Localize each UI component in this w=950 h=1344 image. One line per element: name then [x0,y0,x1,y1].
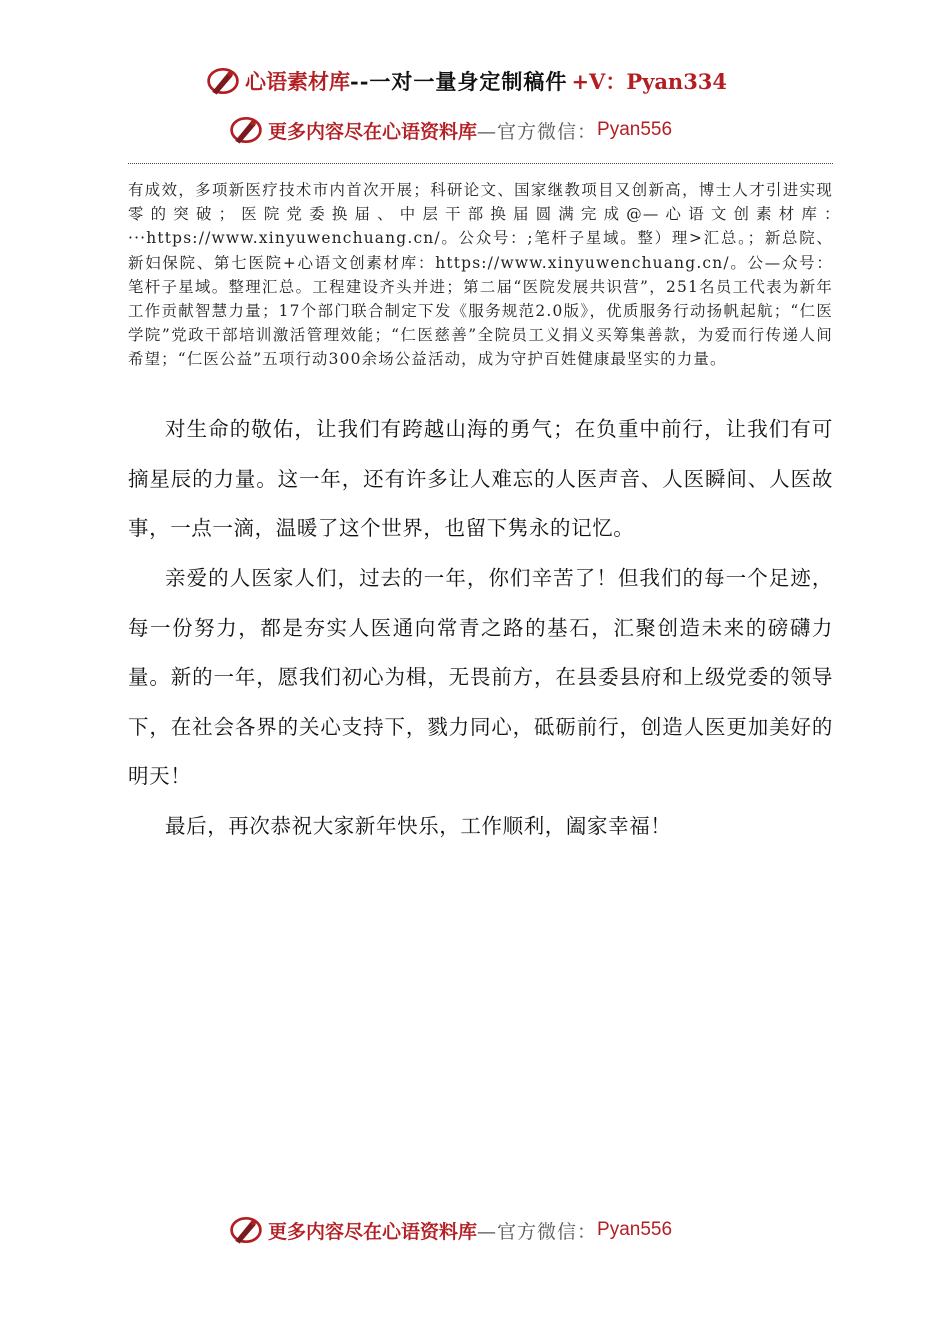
header-slogan: --一对一量身定制稿件 [350,69,568,94]
body-paragraph: 最后，再次恭祝大家新年快乐，工作顺利，阖家幸福！ [165,814,672,838]
footer-text: 更多内容尽在心语资料库 [268,1220,478,1243]
footer-label: —官方微信： [477,1220,598,1243]
footer-banner [228,1210,748,1250]
banner-wechat-id: Pyan556 [597,119,673,140]
small-paragraph: 有成效，多项新医疗技术市内首次开展；科研论文、国家继教项目又创新高，博士人才引进实现零的突破；医院党委换届、中层干部换届圆满完成@—心语文创素材库：···https://www.xinyuwenchuang.cn/。公众号：;笔杆子星域。整）理>汇总。；新总院、新妇保院、第七医院+心语文创素材库：https://www.xinyuwenchuang.cn/。公—众号：笔杆子星域。整理汇总。工程建设齐头并进；第二届“医院发展共识营”，251名员工代表为新年工作贡献智慧力量；17个部门联合制定下发《服务规范2.0版》，优质服务行动扬帆起航；“仁医学院”党政干部培训激活管理效能；“仁医慈善”全院员工义捐义买筹集善款，为爱而行传递人间希望；“仁医公益”五项行动300余场公益活动，成为守护百姓健康最坚实的力量。 [128,181,833,369]
header-title [205,62,765,100]
pen-logo-icon [228,1212,264,1248]
header-divider [128,163,833,164]
banner-text: 更多内容尽在心语资料库 [268,120,478,143]
body-paragraph: 亲爱的人医家人们，过去的一年，你们辛苦了！但我们的每一个足迹，每一份努力，都是夯实人医通向常青之路的基石，汇聚创造未来的磅礴力量。新的一年，愿我们初心为楫，无畏前方，在县委县府和上级党委的领导下，在社会各界的关心支持下，戮力同心，砥砺前行，创造人医更加美好的明天！ [128,566,833,788]
pen-logo-icon [205,63,241,99]
header-wechat: +V：Pyan334 [571,69,728,94]
footer-wechat-id: Pyan556 [597,1219,673,1240]
body-paragraph: 对生命的敬佑，让我们有跨越山海的勇气；在负重中前行，让我们有可摘星辰的力量。这一年，还有许多让人难忘的人医声音、人医瞬间、人医故事，一点一滴，温暖了这个世界，也留下隽永的记忆。 [128,417,833,540]
pen-logo-icon [228,112,264,148]
brand-name: 心语素材库 [245,69,350,94]
banner-label: —官方微信： [477,120,598,143]
top-banner [228,110,748,150]
